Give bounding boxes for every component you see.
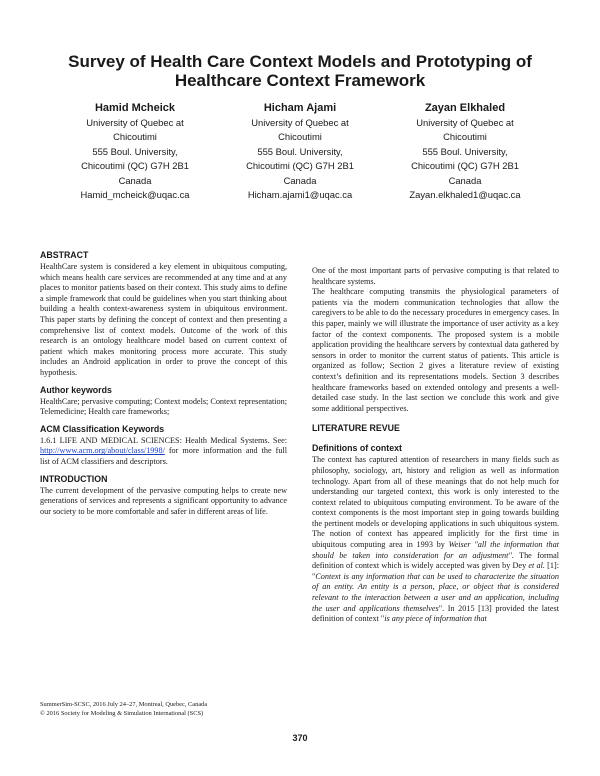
left-column [40, 250, 287, 517]
author-name: Zayan Elkhaled [424, 102, 506, 114]
author-address: 555 Boul. University, [92, 145, 178, 157]
author-1 [60, 100, 210, 202]
intro-continued-p2: The healthcare computing transmits the physiological parameters of patients via the modern communication technologies that allow the caregivers to be able to do the necessary procedures in emergency cases. In this paper, mainly we will illustrate the importance of user activity as a key factor of the context components. The proposed system is a mobile application providing the healthcare servers by contextual data gathered by sensors in order to monitor the current status of patients. This article is organized as follow; Section 2 gives a literature review of existing context’s definition and its representations models. Section 3 describes healthcare frameworks based on extended ontology and presents a well-detailed case study. In the last section we conclude this work and give some additional perspectives. [312, 287, 559, 413]
author-3 [390, 100, 540, 202]
author-email[interactable]: Hicham.ajami1@uqac.ca [247, 189, 353, 201]
author-name: Hamid Mcheick [94, 102, 176, 114]
lit-quote-3: is any piece of information that [384, 614, 487, 624]
author-2 [225, 100, 375, 202]
right-column [312, 266, 559, 625]
author-address: Chicoutimi (QC) G7H 2B1 [411, 160, 519, 172]
lit-quote-1: "all the information that should be taken into consideration for an adjustment" [312, 540, 559, 560]
copyright-footnote [40, 700, 287, 718]
lit-weiser: Weiser [448, 540, 471, 550]
intro-continued-p1: One of the most important parts of pervasive computing is that related to healthcare systems. [312, 266, 559, 286]
paper-title [40, 52, 560, 90]
author-affiliation: University of Quebec at [86, 117, 184, 128]
acm-link[interactable]: http://www.acm.org/about/class/1998/ [40, 446, 165, 456]
acm-heading: ACM Classification Keywords [40, 423, 165, 434]
author-email[interactable]: Zayan.elkhaled1@uqac.ca [409, 189, 521, 201]
abstract-heading: ABSTRACT [40, 250, 89, 260]
author-country: Canada [118, 174, 152, 186]
author-address: Chicoutimi (QC) G7H 2B1 [246, 160, 354, 172]
title-line-2: Healthcare Context Framework [174, 71, 426, 90]
author-affiliation: Chicoutimi [113, 131, 157, 143]
author-email[interactable]: Hamid_mcheick@uqac.ca [80, 189, 190, 201]
keywords-text: HealthCare; pervasive computing; Context models; Context representation; Telemedicine; Health care frameworks; [40, 396, 287, 417]
introduction-text: The current development of the pervasive computing helps to create new generations of services and represents a significant opportunity to advance our society to be more comfortable and safer in different areas of life. [40, 485, 287, 516]
literature-text [312, 455, 559, 625]
acm-text [40, 436, 287, 468]
footnote-conference: SummerSim-SCSC, 2016 July 24–27, Montreal, Quebec, Canada [40, 701, 208, 708]
lit-text-a: The context has captured attention of researchers in many fields such as philosophy, sociology, art, history and religion as well as information technology. Apart from all of these meanings that do not help much for understanding our targeted context, this work is only interested to the context related to ubiquitous computing environment. To be aware of the context components is the most important step in going towards building the pertinent models or developing applications in such ubiquitous system. The notion of context has appeared implicitly for the first time in ubiquitous computing area in 1993 by [312, 455, 559, 550]
author-country: Canada [283, 174, 317, 186]
lit-text-b: . The formal definition of context which is widely accepted was given by Dey [312, 550, 559, 571]
author-address: 555 Boul. University, [257, 145, 343, 157]
author-address: 555 Boul. University, [422, 145, 508, 157]
keywords-heading: Author keywords [40, 384, 112, 395]
literature-heading: LITERATURE REVUE [312, 423, 400, 434]
author-affiliation: Chicoutimi [278, 131, 322, 143]
author-affiliation: University of Quebec at [416, 117, 514, 128]
author-affiliation: Chicoutimi [443, 131, 487, 143]
title-line-1: Survey of Health Care Context Models and Prototyping of [68, 52, 532, 71]
abstract-text: HealthCare system is considered a key element in ubiquitous computing, which means health care services are recommended at any time and at any places to monitor patients based on their context. This study aims to define a simple framework that could be guidelines when you start thinking about building a health context-awareness system in ubiquitous environment. This paper starts by defining the concept of context and then presenting a comprehensive list of context models. Outcome of the work of this research is an ontology healthcare model based on current context of patient which makes monitoring process more accurate. This study includes an Android application in order to prove the concept of this hypothesis. [40, 262, 287, 377]
lit-text-c: [1]: " [312, 561, 560, 581]
lit-text-d: ". In 2015 [13] provided the latest definition of context " [312, 603, 559, 624]
lit-quote-2: Context is any information that can be used to characterize the situation of an entity. An entity is a person, place, or object that is considered relevant to the interaction between a user and an application, including the user and applications themselves [312, 571, 559, 613]
author-affiliation: University of Quebec at [251, 117, 349, 128]
introduction-heading: INTRODUCTION [40, 473, 108, 484]
author-block [60, 100, 540, 205]
author-country: Canada [448, 174, 482, 186]
footnote-copyright: © 2016 Society for Modeling & Simulation International (SCS) [40, 710, 204, 717]
author-name: Hicham Ajami [263, 102, 337, 114]
definitions-subheading: Definitions of context [312, 443, 402, 454]
lit-etal: et al. [528, 561, 545, 571]
page-number: 370 [292, 733, 308, 743]
acm-text-before: 1.6.1 LIFE AND MEDICAL SCIENCES: Health Medical Systems. See: [40, 435, 287, 445]
acm-text-after: for more information and the full list of ACM classifiers and descriptors. [40, 446, 287, 466]
author-address: Chicoutimi (QC) G7H 2B1 [81, 160, 189, 172]
